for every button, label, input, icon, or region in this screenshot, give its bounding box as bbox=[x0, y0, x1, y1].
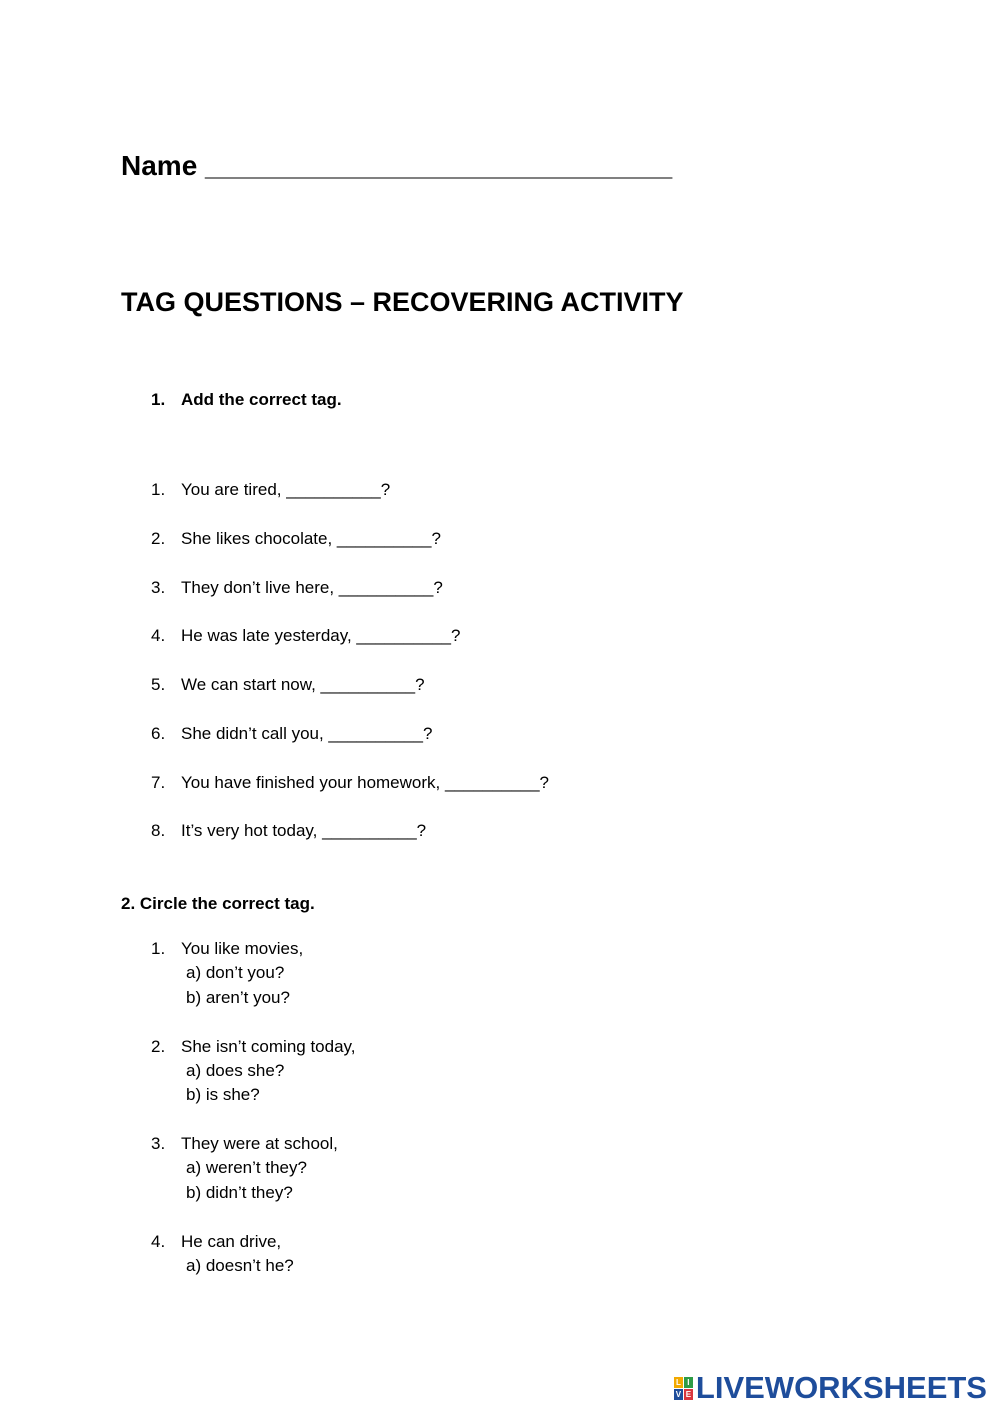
item-number: 2. bbox=[151, 529, 166, 548]
liveworksheets-logo bbox=[674, 1370, 987, 1406]
item-text: It’s very hot today, __________? bbox=[181, 821, 427, 840]
item-text: She isn’t coming today, bbox=[181, 1037, 356, 1056]
option-a[interactable]: a) weren’t they? bbox=[186, 1158, 307, 1177]
item-text: They were at school, bbox=[181, 1134, 338, 1153]
item-text: She didn’t call you, __________? bbox=[181, 724, 433, 743]
exercise1-item bbox=[151, 578, 443, 598]
item-number: 5. bbox=[151, 675, 166, 694]
logo-text: LIVEWORKSHEETS bbox=[695, 1370, 987, 1405]
item-text: They don’t live here, __________? bbox=[181, 578, 443, 597]
exercise1-item bbox=[151, 529, 441, 549]
exercise1-item bbox=[151, 626, 460, 646]
item-number: 4. bbox=[151, 626, 166, 645]
option-a[interactable]: a) doesn’t he? bbox=[186, 1256, 294, 1275]
item-number: 6. bbox=[151, 724, 166, 743]
option-b[interactable]: b) didn’t they? bbox=[186, 1183, 293, 1202]
section2-heading: 2. Circle the correct tag. bbox=[121, 894, 315, 913]
option-b[interactable]: b) is she? bbox=[186, 1085, 260, 1104]
exercise1-item bbox=[151, 480, 390, 500]
item-text: He can drive, bbox=[181, 1232, 282, 1251]
item-text: She likes chocolate, __________? bbox=[181, 529, 441, 548]
item-number: 4. bbox=[151, 1232, 166, 1251]
item-number: 1. bbox=[151, 480, 166, 499]
logo-icon-cell: V bbox=[675, 1389, 682, 1399]
item-text: He was late yesterday, __________? bbox=[181, 626, 461, 645]
logo-icon-cell: L bbox=[674, 1377, 683, 1388]
section1-heading bbox=[151, 390, 342, 410]
name-field-line: Name ______________________________ bbox=[121, 150, 673, 181]
exercise1-item bbox=[151, 773, 549, 793]
exercise2-item bbox=[151, 939, 303, 959]
item-number: 3. bbox=[151, 1134, 166, 1153]
exercise1-item bbox=[151, 724, 432, 744]
item-text: You have finished your homework, __________? bbox=[181, 773, 549, 792]
exercise2-item bbox=[151, 1037, 356, 1057]
item-text: You like movies, bbox=[181, 939, 304, 958]
exercise1-item bbox=[151, 821, 426, 841]
exercise2-item bbox=[151, 1134, 338, 1154]
item-number: 7. bbox=[151, 773, 166, 792]
option-b[interactable]: b) aren’t you? bbox=[186, 988, 290, 1007]
item-number: 2. bbox=[151, 1037, 166, 1056]
item-text: You are tired, __________? bbox=[181, 480, 391, 499]
option-a[interactable]: a) does she? bbox=[186, 1061, 285, 1080]
logo-icon-cell: I bbox=[684, 1377, 693, 1388]
liveworksheets-logo-icon bbox=[674, 1377, 693, 1400]
item-text: We can start now, __________? bbox=[181, 675, 425, 694]
item-number: 1. bbox=[151, 939, 166, 958]
section1-heading-text: Add the correct tag. bbox=[181, 390, 342, 409]
exercise2-item bbox=[151, 1232, 281, 1252]
section1-number: 1. bbox=[151, 390, 166, 409]
item-number: 8. bbox=[151, 821, 166, 840]
item-number: 3. bbox=[151, 578, 166, 597]
logo-icon-cell: E bbox=[685, 1389, 692, 1399]
option-a[interactable]: a) don’t you? bbox=[186, 963, 285, 982]
exercise1-item bbox=[151, 675, 425, 695]
page-title: TAG QUESTIONS – RECOVERING ACTIVITY bbox=[121, 287, 684, 317]
